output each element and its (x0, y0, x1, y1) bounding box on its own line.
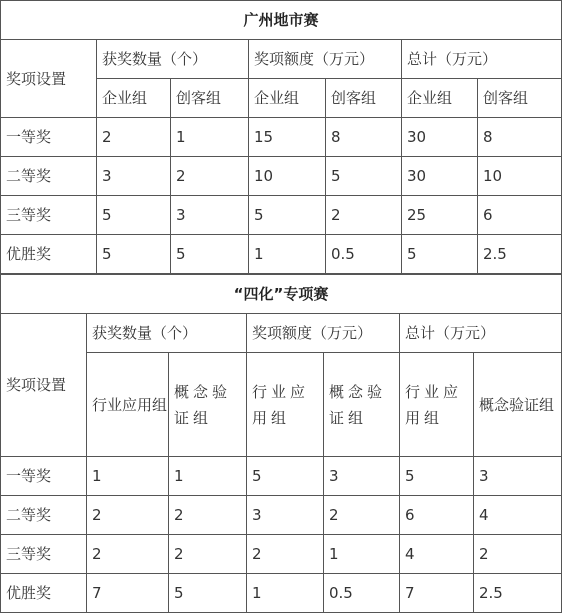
table-cell: 2 (326, 196, 402, 235)
table-row (1, 118, 562, 157)
table-cell: 3 (474, 457, 562, 496)
subheader-cell: 企业组 (402, 79, 478, 118)
table-cell: 1 (169, 457, 247, 496)
table-cell: 2 (474, 535, 562, 574)
row-label: 优胜奖 (1, 235, 97, 274)
group-header-amount: 奖项额度（万元） (249, 40, 402, 79)
group-header-total: 总计（万元） (400, 314, 562, 353)
table-cell: 10 (249, 157, 326, 196)
group-header-amount: 奖项额度（万元） (247, 314, 400, 353)
row-label: 一等奖 (1, 118, 97, 157)
table-cell: 7 (87, 574, 169, 613)
group-header-quantity: 获奖数量（个） (87, 314, 247, 353)
table-cell: 30 (402, 157, 478, 196)
subheader-cell: 企业组 (249, 79, 326, 118)
subheader-cell: 概念验证组 (474, 353, 562, 457)
table-cell: 1 (87, 457, 169, 496)
row-header-cell: 奖项设置 (1, 40, 97, 118)
table-row (1, 157, 562, 196)
table-cell: 5 (171, 235, 249, 274)
table-cell: 5 (169, 574, 247, 613)
table-cell: 4 (474, 496, 562, 535)
table-cell: 5 (402, 235, 478, 274)
table-row (1, 496, 562, 535)
row-label: 三等奖 (1, 196, 97, 235)
table-cell: 3 (324, 457, 400, 496)
table-cell: 2 (87, 535, 169, 574)
table-cell: 2.5 (478, 235, 562, 274)
table-row (1, 457, 562, 496)
table-cell: 5 (247, 457, 324, 496)
row-label: 一等奖 (1, 457, 87, 496)
table-cell: 2 (324, 496, 400, 535)
table-cell: 2.5 (474, 574, 562, 613)
table-cell: 8 (478, 118, 562, 157)
subheader-cell: 概念验证组 (324, 353, 400, 457)
table-cell: 5 (326, 157, 402, 196)
table-cell: 3 (171, 196, 249, 235)
group-header-quantity: 获奖数量（个） (97, 40, 249, 79)
table-title: 广州地市赛 (1, 1, 562, 40)
subheader-cell: 企业组 (97, 79, 171, 118)
subheader-cell: 创客组 (326, 79, 402, 118)
table-cell: 0.5 (324, 574, 400, 613)
table-cell: 6 (400, 496, 474, 535)
table-cell: 1 (171, 118, 249, 157)
subheader-cell: 行业应用组 (400, 353, 474, 457)
subheader-cell: 创客组 (478, 79, 562, 118)
table-row (1, 574, 562, 613)
table-title: “四化”专项赛 (1, 275, 562, 314)
table-cell: 0.5 (326, 235, 402, 274)
award-table-sihua (0, 274, 562, 613)
table-cell: 10 (478, 157, 562, 196)
subheader-cell: 行业应用组 (87, 353, 169, 457)
group-header-total: 总计（万元） (402, 40, 562, 79)
row-label: 三等奖 (1, 535, 87, 574)
row-label: 二等奖 (1, 157, 97, 196)
table-cell: 3 (97, 157, 171, 196)
subheader-cell: 概念验证组 (169, 353, 247, 457)
table-cell: 1 (249, 235, 326, 274)
table-cell: 5 (97, 196, 171, 235)
table-cell: 30 (402, 118, 478, 157)
subheader-cell: 行业应用组 (247, 353, 324, 457)
table-cell: 2 (87, 496, 169, 535)
award-table-guangzhou (0, 0, 562, 274)
table-cell: 2 (97, 118, 171, 157)
table-cell: 6 (478, 196, 562, 235)
table-cell: 2 (169, 496, 247, 535)
table-row (1, 535, 562, 574)
table-row (1, 235, 562, 274)
table-cell: 25 (402, 196, 478, 235)
row-label: 二等奖 (1, 496, 87, 535)
table-cell: 4 (400, 535, 474, 574)
table-cell: 2 (171, 157, 249, 196)
table-cell: 2 (169, 535, 247, 574)
subheader-cell: 创客组 (171, 79, 249, 118)
row-header-cell: 奖项设置 (1, 314, 87, 457)
table-cell: 8 (326, 118, 402, 157)
table-cell: 3 (247, 496, 324, 535)
table-row (1, 196, 562, 235)
table-cell: 2 (247, 535, 324, 574)
table-cell: 5 (249, 196, 326, 235)
table-cell: 5 (97, 235, 171, 274)
table-cell: 15 (249, 118, 326, 157)
table-cell: 1 (324, 535, 400, 574)
table-cell: 5 (400, 457, 474, 496)
row-label: 优胜奖 (1, 574, 87, 613)
table-cell: 7 (400, 574, 474, 613)
table-cell: 1 (247, 574, 324, 613)
